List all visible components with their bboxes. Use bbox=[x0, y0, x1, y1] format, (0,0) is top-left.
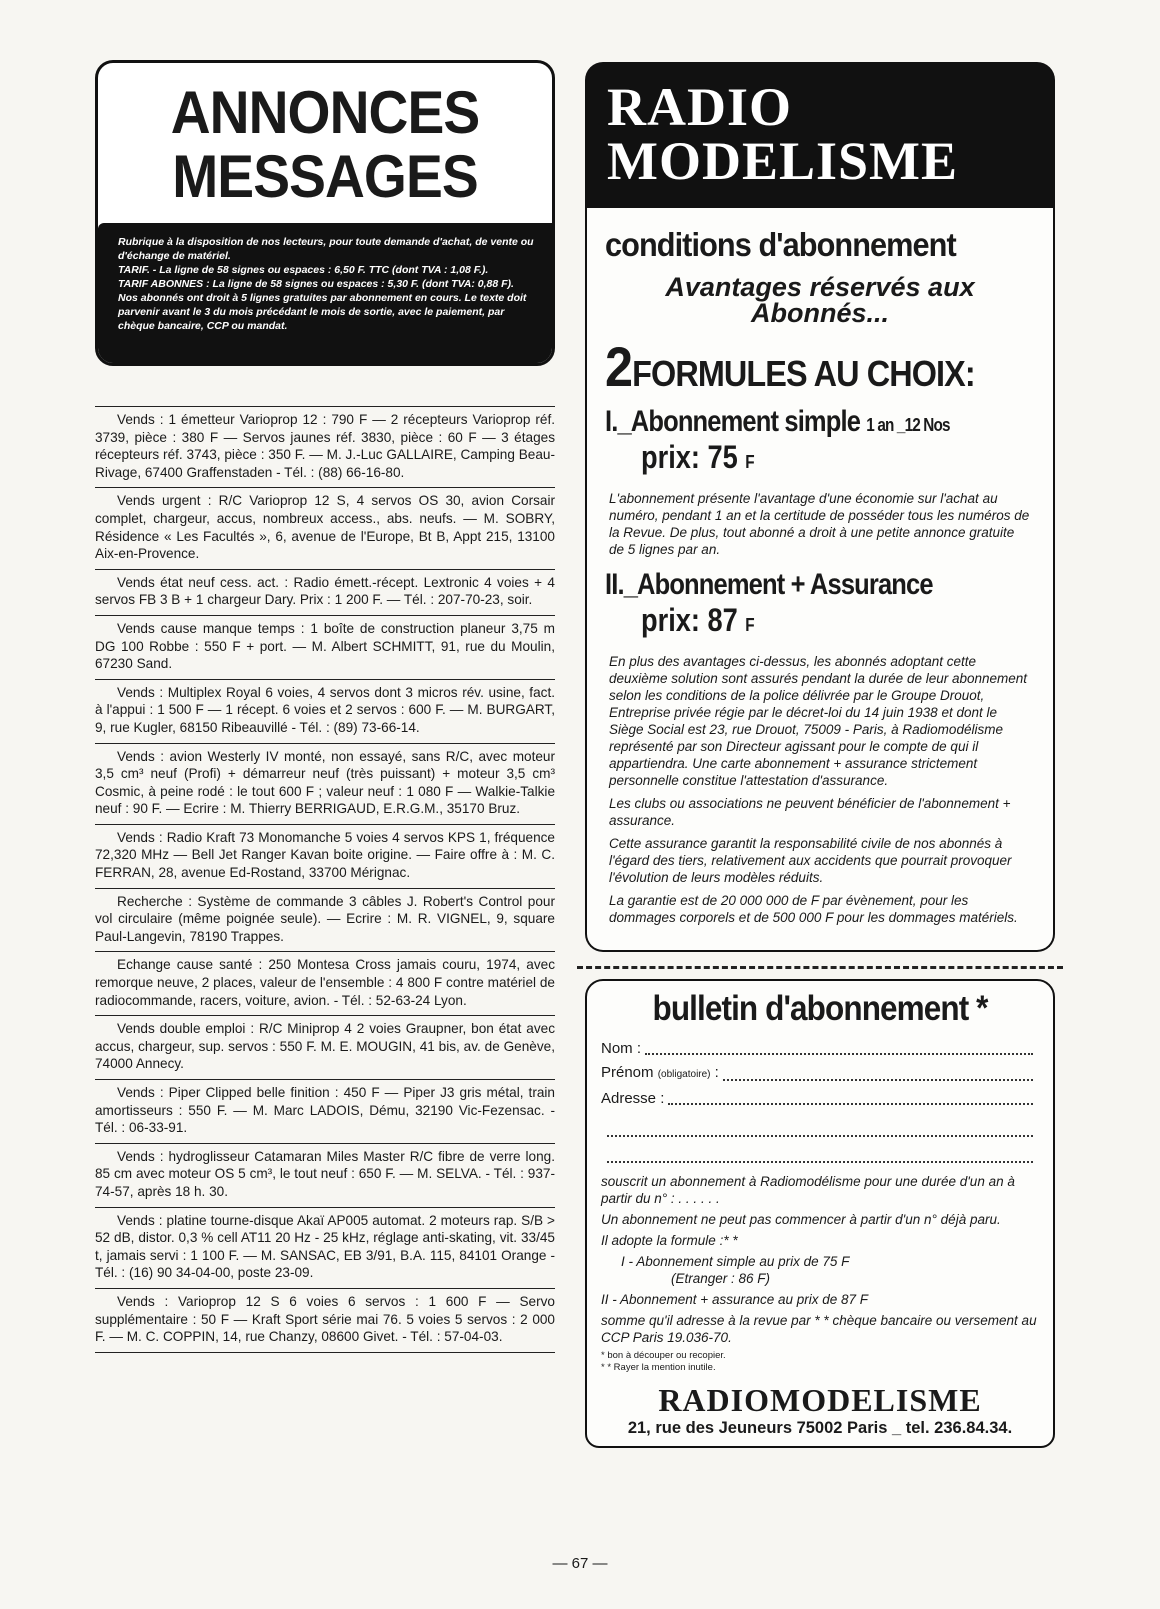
bulletin-formula1-foreign: (Etranger : 86 F) bbox=[671, 1271, 771, 1286]
right-column bbox=[585, 62, 1055, 1448]
prenom-input-line[interactable] bbox=[723, 1061, 1033, 1081]
ad-text: Vends : 1 émetteur Varioprop 12 : 790 F — 2 récepteurs Varioprop réf. 3739, pièce : 380 F — Servos jaunes réf. 3830, pièce : 60 F — 3 étages récepteurs réf. 3743, pièce : 350 F. — M. J.-Luc GALLAIRE, Camping Beau-Rivage, 67400 Graffenstaden - Tél. : (88) 66-16-80. bbox=[95, 412, 555, 480]
avantages-line1: Avantages réservés aux bbox=[665, 272, 975, 302]
bulletin-text bbox=[601, 1173, 1039, 1346]
publisher-name: RADIOMODELISME bbox=[658, 1382, 982, 1418]
ad-text: Vends cause manque temps : 1 boîte de construction planeur 3,75 m DG 100 Robbe : 550 F + port. — M. Albert SCHMITT, 91, rue du Moulin, 67230 Sand. bbox=[95, 620, 555, 672]
annonces-header-box bbox=[95, 60, 555, 366]
annonces-info-tarif: TARIF. - La ligne de 58 signes ou espaces : 6,50 F. TTC (dont TVA : 1,08 F.). bbox=[118, 264, 489, 276]
bulletin-form bbox=[585, 979, 1055, 1448]
classified-ad bbox=[95, 952, 555, 1016]
offer2-title bbox=[605, 568, 971, 602]
offer2-price-unit: F bbox=[745, 615, 755, 635]
classified-ad bbox=[95, 1016, 555, 1080]
offer2-paragraph: En plus des avantages ci-dessus, les abonnés adoptant cette deuxième solution sont assurés pendant la durée de leur abonnement selon les conditions de la police délivrée par le Groupe Drouot, Entreprise privée régie par le décret-loi du 14 juin 1938 et dont le Siège Social est 23, rue Drouot, 75009 - Paris, à Radiomodélisme représenté par son Directeur agissant pour le compte de qui il appartiendra. Une carte abonnement + assurance strictement personnelle constitue l'attestation d'assurance. bbox=[609, 654, 1028, 788]
adresse-input-line-2[interactable] bbox=[607, 1111, 1033, 1137]
bulletin-note1: * bon à découper ou recopier. bbox=[601, 1350, 726, 1361]
offer2-title-text: II._Abonnement + Assurance bbox=[605, 568, 933, 601]
prenom-label: Prénom (obligatoire) : bbox=[601, 1064, 719, 1081]
adresse-label: Adresse : bbox=[601, 1090, 665, 1107]
page-number: — 67 — bbox=[552, 1555, 608, 1572]
classified-ad bbox=[95, 1080, 555, 1144]
ad-text: Vends : platine tourne-disque Akaï AP005 automat. 2 moteurs rap. S/B > 52 dB, distor. 0,3 % cell AT11 20 Hz - 25 kHz, réglage anti-skating, vit. 33/45 t, jamais servi : 1 100 F. — M. SANSAC, EB 3/91, B.A. 115, 84101 Orange - Tél. : (16) 90 34-04-00, poste 23-09. bbox=[95, 1212, 555, 1281]
classified-ad bbox=[95, 1289, 555, 1353]
cut-dashed-line bbox=[577, 966, 1063, 969]
prenom-field[interactable] bbox=[601, 1061, 1039, 1087]
offer1-price-unit: F bbox=[745, 452, 755, 472]
classified-ad bbox=[95, 1144, 555, 1208]
classified-ad bbox=[95, 825, 555, 889]
ad-text: Echange cause santé : 250 Montesa Cross jamais couru, 1974, avec remorque neuve, 2 places, valeur de l'ensemble : 4 800 F contre matériel de radiocommande, racers, voiture, avion. - Tél. : 52-63-24 Lyon. bbox=[95, 957, 555, 1008]
bulletin-formula1[interactable]: I - Abonnement simple au prix de 75 F bbox=[621, 1254, 850, 1269]
ad-text: Vends : Multiplex Royal 6 voies, 4 servos dont 3 micros rév. usine, fact. à l'appui : 1 500 F — 1 récept. 6 voies et 2 servos : 600 F. — M. BURGART, 9, rue Kugler, 68150 Ribeauvillé - Tél. : (89) 73-66-14. bbox=[95, 684, 555, 735]
classified-ad bbox=[95, 1208, 555, 1289]
offer1-suffix: 1 an _12 Nos bbox=[866, 415, 950, 435]
classified-ad bbox=[95, 680, 555, 744]
bulletin-notes bbox=[601, 1350, 1039, 1374]
bulletin-title: bulletin d'abonnement * bbox=[652, 989, 988, 1028]
annonces-info-conditions: Nos abonnés ont droit à 5 lignes gratuites par abonnement en cours. Le texte doit parvenir avant le 3 du mois précédant le mois de sortie, avec le paiement, par chèque bancaire, CCP ou mandat. bbox=[118, 292, 527, 332]
nom-label: Nom : bbox=[601, 1040, 642, 1057]
bulletin-note-numero: Un abonnement ne peut pas commencer à partir d'un n° déjà paru. bbox=[601, 1212, 1001, 1227]
offer2-paragraph: Cette assurance garantit la responsabilité civile de nos abonnés à l'égard des tiers, relativement aux accidents que pourrait provoquer l'évolution de leurs modèles réduits. bbox=[609, 836, 1012, 885]
ad-text: Vends état neuf cess. act. : Radio émett.-récept. Lextronic 4 voies + 4 servos FB 3 B + 1 chargeur Dary. Prix : 1 200 F. — Tél. : 207-70-23, soir. bbox=[95, 574, 555, 608]
offer1-price bbox=[641, 439, 976, 476]
ad-text: Vends : avion Westerly IV monté, non essayé, sans R/C, avec moteur 3,5 cm³ neuf (Profi) + démarreur neuf (très puissant) + moteur 3,5 cm³ Cosmic, à peine rodé : le tout 600 F ; valeur neuf : 1 080 F — Walkie-Talkie neuf : 90 F. — Ecrire : M. Thierry BERRIGAUD, E.R.G.M., 35170 Bruz. bbox=[95, 748, 555, 817]
offer1-price-value: prix: 75 bbox=[641, 439, 738, 475]
offer2-price bbox=[641, 602, 976, 639]
offer2-price-value: prix: 87 bbox=[641, 602, 738, 638]
left-column bbox=[95, 60, 555, 1353]
offer2-description bbox=[609, 653, 1031, 926]
radio-title-line1: RADIO bbox=[607, 77, 793, 137]
classified-ad bbox=[95, 570, 555, 616]
avantages-heading bbox=[605, 274, 1035, 326]
annonces-info-tarif-abonnes: TARIF ABONNES : La ligne de 58 signes ou espaces : 5,30 F. (dont TVA: 0,88 F). bbox=[118, 278, 514, 290]
classified-ad bbox=[95, 744, 555, 825]
offer1-text: L'abonnement présente l'avantage d'une économie sur l'achat au numéro, pendant 1 an et la certitude de posséder tous les numéros de la Revue. De plus, tout abonné a droit à une petite annonce gratuite de 5 lignes par an. bbox=[609, 491, 1030, 557]
offer1-description bbox=[609, 490, 1031, 558]
annonces-info-rubrique: Rubrique à la disposition de nos lecteurs, pour toute demande d'achat, de vente ou d'échange de matériel. bbox=[118, 236, 534, 262]
bulletin-formula2[interactable]: II - Abonnement + assurance au prix de 87 F bbox=[601, 1292, 869, 1307]
prenom-note: (obligatoire) bbox=[657, 1069, 711, 1080]
nom-input-line[interactable] bbox=[645, 1037, 1033, 1055]
radio-title-line2: MODELISME bbox=[607, 131, 959, 191]
annonces-info-panel bbox=[98, 223, 552, 363]
ad-text: Vends : hydroglisseur Catamaran Miles Master R/C fibre de verre long. 85 cm avec moteur OS 5 cm³, le tout neuf : 650 F. — M. SELVA. - Tél. : 937-74-57, après 18 h. 30. bbox=[95, 1148, 555, 1199]
adresse-field[interactable] bbox=[601, 1087, 1039, 1111]
radio-modelisme-header bbox=[585, 62, 1055, 208]
adresse-input-line-3[interactable] bbox=[607, 1137, 1033, 1163]
classified-ads-list bbox=[95, 406, 555, 1353]
prenom-label-text: Prénom bbox=[601, 1064, 654, 1081]
offer2-paragraph: La garantie est de 20 000 000 de F par évènement, pour les dommages corporels et de 500 000 F pour les dommages matériels. bbox=[609, 893, 1018, 925]
conditions-title: conditions d'abonnement bbox=[605, 226, 956, 263]
ad-text: Vends urgent : R/C Varioprop 12 S, 4 servos OS 30, avion Corsair complet, chargeur, accus, nombreux access., abs. neufs. — M. SOBRY, Résidence « Les Facultés », 6, avenue de l'Europe, Bt B, Appt 215, 13100 Aix-en-Provence. bbox=[95, 493, 555, 562]
ad-text: Recherche : Système de commande 3 câbles J. Robert's Control pour vol circulaire (même poignée seule). — Ecrire : M. R. VIGNEL, 9, square Paul-Langevin, 78190 Trappes. bbox=[95, 893, 555, 944]
classified-ad bbox=[95, 889, 555, 953]
bulletin-payment: somme qu'il adresse à la revue par * * chèque bancaire ou versement au CCP Paris 19.036-70. bbox=[601, 1313, 1037, 1345]
annonces-title bbox=[116, 81, 534, 209]
avantages-line2: Abonnés... bbox=[750, 298, 889, 328]
ad-text: Vends double emploi : R/C Miniprop 4 2 voies Graupner, bon état avec accus, chargeur, sup. servos : 550 F. M. E. MOUGIN, 41 bis, av. de Genève, 74000 Annecy. bbox=[95, 1021, 555, 1072]
conditions-box bbox=[585, 208, 1055, 952]
annonces-title-line2: MESSAGES bbox=[172, 143, 478, 210]
classified-ad bbox=[95, 616, 555, 680]
offer2-paragraph: Les clubs ou associations ne peuvent bénéficier de l'abonnement + assurance. bbox=[609, 796, 1011, 828]
classified-ad bbox=[95, 488, 555, 569]
classified-ad bbox=[95, 407, 555, 488]
formules-heading bbox=[605, 334, 992, 399]
formules-number: 2 bbox=[605, 335, 633, 398]
publisher-address: 21, rue des Jeuneurs 75002 Paris _ tel. 236.84.34. bbox=[627, 1419, 1013, 1437]
offer1-title-text: I._Abonnement simple bbox=[605, 405, 861, 438]
ad-text: Vends : Varioprop 12 S 6 voies 6 servos : 1 600 F — Servo supplémentaire : 50 F — Kraft Sport série mai 76. 5 voies 5 servos : 2 000 F. — M. C. COPPIN, 14, rue Chanzy, 08600 Givet. - Tél. : 57-04-03. bbox=[95, 1293, 555, 1345]
offer1-title bbox=[605, 405, 971, 439]
adresse-input-line[interactable] bbox=[668, 1087, 1033, 1105]
bulletin-formule-label: Il adopte la formule :* * bbox=[601, 1233, 738, 1248]
ad-text: Vends : Piper Clipped belle finition : 450 F — Piper J3 gris métal, train amortisseurs : 550 F. — M. Marc LADOIS, Dému, 32190 Vic-Fezensac. - Tél. : 06-33-91. bbox=[95, 1085, 555, 1136]
bulletin-souscrit: souscrit un abonnement à Radiomodélisme pour une durée d'un an à partir du n° : . . . . . . bbox=[601, 1174, 1015, 1206]
annonces-title-line1: ANNONCES bbox=[170, 79, 480, 146]
bulletin-note2: * * Rayer la mention inutile. bbox=[601, 1362, 716, 1373]
ad-text: Vends : Radio Kraft 73 Monomanche 5 voies 4 servos KPS 1, fréquence 72,320 MHz — Bell Jet Ranger Kavan boite origine. — Faire offre à : M. C. FERRAN, 28, avenue Ed-Rostand, 33700 Mérignac. bbox=[95, 829, 555, 881]
radio-modelisme-title bbox=[585, 62, 1055, 191]
nom-field[interactable] bbox=[601, 1037, 1039, 1061]
formules-text: FORMULES AU CHOIX: bbox=[632, 353, 975, 394]
